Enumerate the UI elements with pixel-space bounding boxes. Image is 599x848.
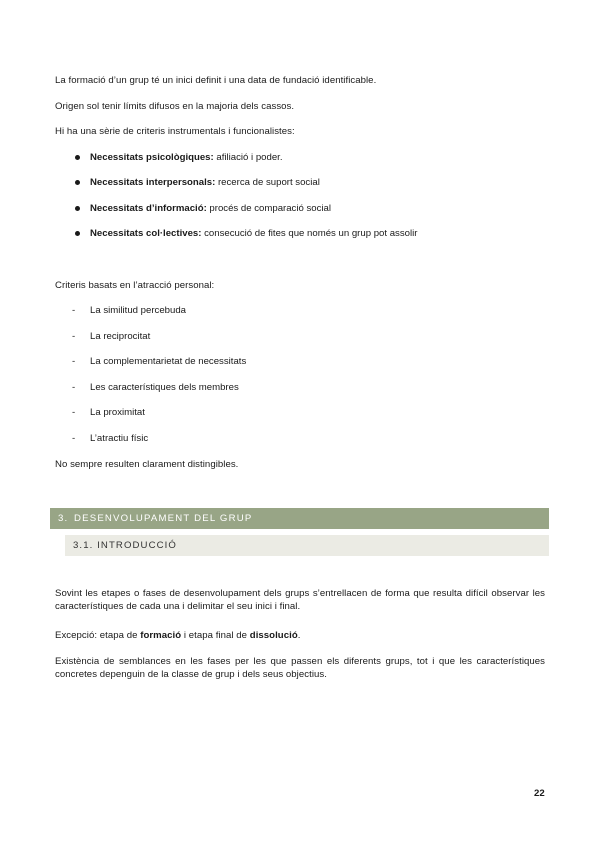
subsection-heading	[65, 535, 549, 556]
list-item-label: Les característiques dels membres	[90, 382, 239, 393]
bullet-desc: consecució de fites que només un grup pot assolir	[201, 228, 418, 239]
subsection-title: 3.1. INTRODUCCIÓ	[73, 540, 177, 551]
dash-marker: -	[72, 382, 76, 393]
bullet-icon	[75, 155, 80, 160]
bullet-desc: recerca de suport social	[215, 177, 320, 188]
list-item-label: La reciprocitat	[90, 331, 151, 342]
paragraph-group-formation: La formació d’un grup té un inici definit i una data de fundació identificable.	[55, 75, 377, 86]
term-dissolucio: dissolució	[249, 630, 298, 641]
bullet-icon	[75, 206, 80, 211]
paragraph-origin: Origen sol tenir límits difusos en la majoria dels cassos.	[55, 101, 295, 112]
dash-marker: -	[72, 356, 76, 367]
paragraph-criteria-intro: Hi ha una sèrie de criteris instrumentals i funcionalistes:	[55, 126, 295, 137]
section-heading	[50, 508, 549, 529]
paragraph-note: No sempre resulten clarament distingibles.	[55, 459, 239, 470]
bullet-desc: procés de comparació social	[206, 203, 332, 214]
list-item-label: La similitud percebuda	[90, 305, 186, 316]
bullet-icon	[75, 231, 80, 236]
bullet-icon	[75, 180, 80, 185]
list-item-label: La proximitat	[90, 407, 145, 418]
page-number: 22	[534, 788, 545, 799]
paragraph-exception: Excepció: etapa de formació i etapa final de dissolució.	[55, 630, 301, 641]
bullet-term: Necessitats interpersonals:	[90, 177, 216, 188]
bullet-term: Necessitats col·lectives:	[90, 228, 202, 239]
dash-marker: -	[72, 331, 76, 342]
bullet-term: Necessitats d’informació:	[90, 203, 207, 214]
list-item-label: La complementarietat de necessitats	[90, 356, 247, 367]
term-formacio: formació	[140, 630, 182, 641]
list-item-label: L’atractiu físic	[90, 433, 149, 444]
dash-marker: -	[72, 407, 76, 418]
dash-marker: -	[72, 305, 76, 316]
dash-marker: -	[72, 433, 76, 444]
section-title: DESENVOLUPAMENT DEL GRUP	[74, 513, 253, 524]
bullet-desc: afiliació i poder.	[213, 152, 283, 163]
section-number: 3.	[58, 513, 69, 524]
paragraph-closing: Existència de semblances en les fases per les que passen els diferents grups, tot i que les característiques concretes depenguin de la classe de grup i dels seus objectius.	[55, 656, 545, 680]
paragraph-attraction-criteria: Criteris basats en l’atracció personal:	[55, 280, 215, 291]
paragraph-introduction: Sovint les etapes o fases de desenvolupament dels grups s’entrellacen de forma que resulta difícil observar les característiques de cada una i delimitar el seu inici i final.	[55, 588, 545, 612]
bullet-term: Necessitats psicològiques:	[90, 152, 214, 163]
